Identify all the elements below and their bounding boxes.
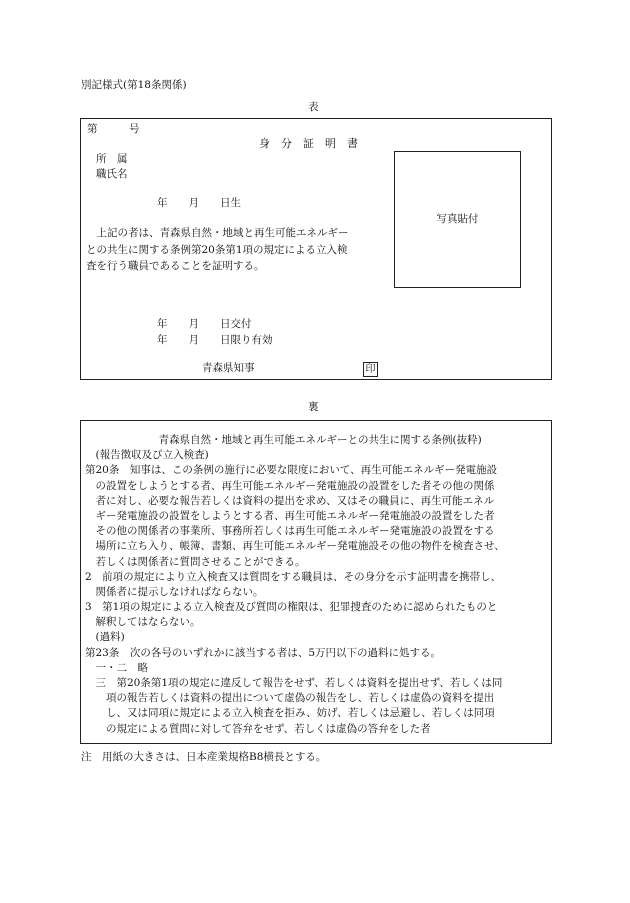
issuer-name: 青森県知事 bbox=[202, 362, 255, 374]
excerpt-line: 青森県自然・地域と再生可能エネルギーとの共生に関する条例(抜粋) bbox=[85, 434, 482, 446]
name-label: 職氏名 bbox=[96, 168, 128, 180]
ordinance-excerpt bbox=[85, 433, 505, 737]
back-card bbox=[80, 420, 552, 744]
excerpt-line: (報告徴収及び立入検査) bbox=[85, 449, 209, 462]
excerpt-line: その他の関係者の事業所、事務所若しくは再生可能エネルギー発電施設の設置をする bbox=[85, 525, 495, 538]
certification-line: 査を行う職員であることを証明する。 bbox=[86, 260, 265, 272]
excerpt-line: 者に対し、必要な報告若しくは資料の提出を求め、又はその職員に、再生可能エネル bbox=[85, 494, 495, 507]
excerpt-line: 若しくは関係者に質問させることができる。 bbox=[85, 555, 306, 568]
front-heading: 表 bbox=[308, 101, 319, 113]
excerpt-line: の設置をしようとする者、再生可能エネルギー発電施設の設置をした者その他の関係 bbox=[85, 479, 495, 492]
excerpt-line: (過料) bbox=[85, 631, 125, 644]
excerpt-line: し、又は同項に規定による立入検査を拒み、妨げ、若しくは忌避し、若しくは同項 bbox=[85, 707, 495, 720]
excerpt-line: 第20条 知事は、この条例の施行に必要な限度において、再生可能エネルギー発電施設 bbox=[85, 464, 498, 477]
excerpt-line: 一・二 略 bbox=[85, 661, 148, 674]
front-card bbox=[80, 118, 552, 380]
excerpt-line: 解釈してはならない。 bbox=[85, 616, 201, 629]
certification-text bbox=[86, 225, 349, 275]
certification-line: との共生に関する条例第20条第1項の規定による立入検 bbox=[86, 243, 348, 256]
form-label: 別記様式(第18条関係) bbox=[81, 79, 187, 91]
document-title: 身 分 証 明 書 bbox=[259, 137, 358, 150]
valid-until-label: 年 月 日限り有効 bbox=[157, 334, 273, 346]
excerpt-line: ギー発電施設の設置をしようとする者、再生可能エネルギー発電施設の設置をした者 bbox=[85, 509, 495, 522]
birthdate-label: 年 月 日生 bbox=[157, 197, 241, 209]
excerpt-line: 項の報告若しくは資料の提出について虚偽の報告をし、若しくは虚偽の資料を提出 bbox=[85, 692, 495, 705]
excerpt-line: 3 第1項の規定による立入検査及び質問の権限は、犯罪捜査のために認められたものと bbox=[85, 601, 498, 614]
excerpt-line: 関係者に提示しなければならない。 bbox=[85, 585, 264, 598]
photo-placeholder bbox=[394, 151, 521, 288]
excerpt-line: 第23条 次の各号のいずれかに該当する者は、5万円以下の過料に処する。 bbox=[85, 646, 442, 659]
back-heading: 裏 bbox=[308, 401, 319, 413]
seal-mark: 印 bbox=[363, 362, 378, 377]
excerpt-line: 三 第20条第1項の規定に違反して報告をせず、若しくは資料を提出せず、若しくは同 bbox=[85, 677, 503, 689]
excerpt-line: 場所に立ち入り、帳簿、書類、再生可能エネルギー発電施設その他の物件を検査させ、 bbox=[85, 540, 505, 553]
number-label: 第 号 bbox=[87, 123, 140, 135]
certification-line: 上記の者は、青森県自然・地域と再生可能エネルギー bbox=[86, 227, 349, 239]
paper-size-note: 注 用紙の大きさは、日本産業規格B8横長とする。 bbox=[81, 751, 327, 763]
issued-date-label: 年 月 日交付 bbox=[157, 318, 252, 330]
affiliation-label: 所 属 bbox=[96, 153, 128, 165]
excerpt-line: 2 前項の規定により立入検査又は質問をする職員は、その身分を示す証明書を携帯し、 bbox=[85, 570, 502, 583]
photo-label: 写真貼付 bbox=[436, 213, 479, 225]
excerpt-line: の規定による質問に対して答弁をせず、若しくは虚偽の答弁をした者 bbox=[85, 722, 431, 735]
